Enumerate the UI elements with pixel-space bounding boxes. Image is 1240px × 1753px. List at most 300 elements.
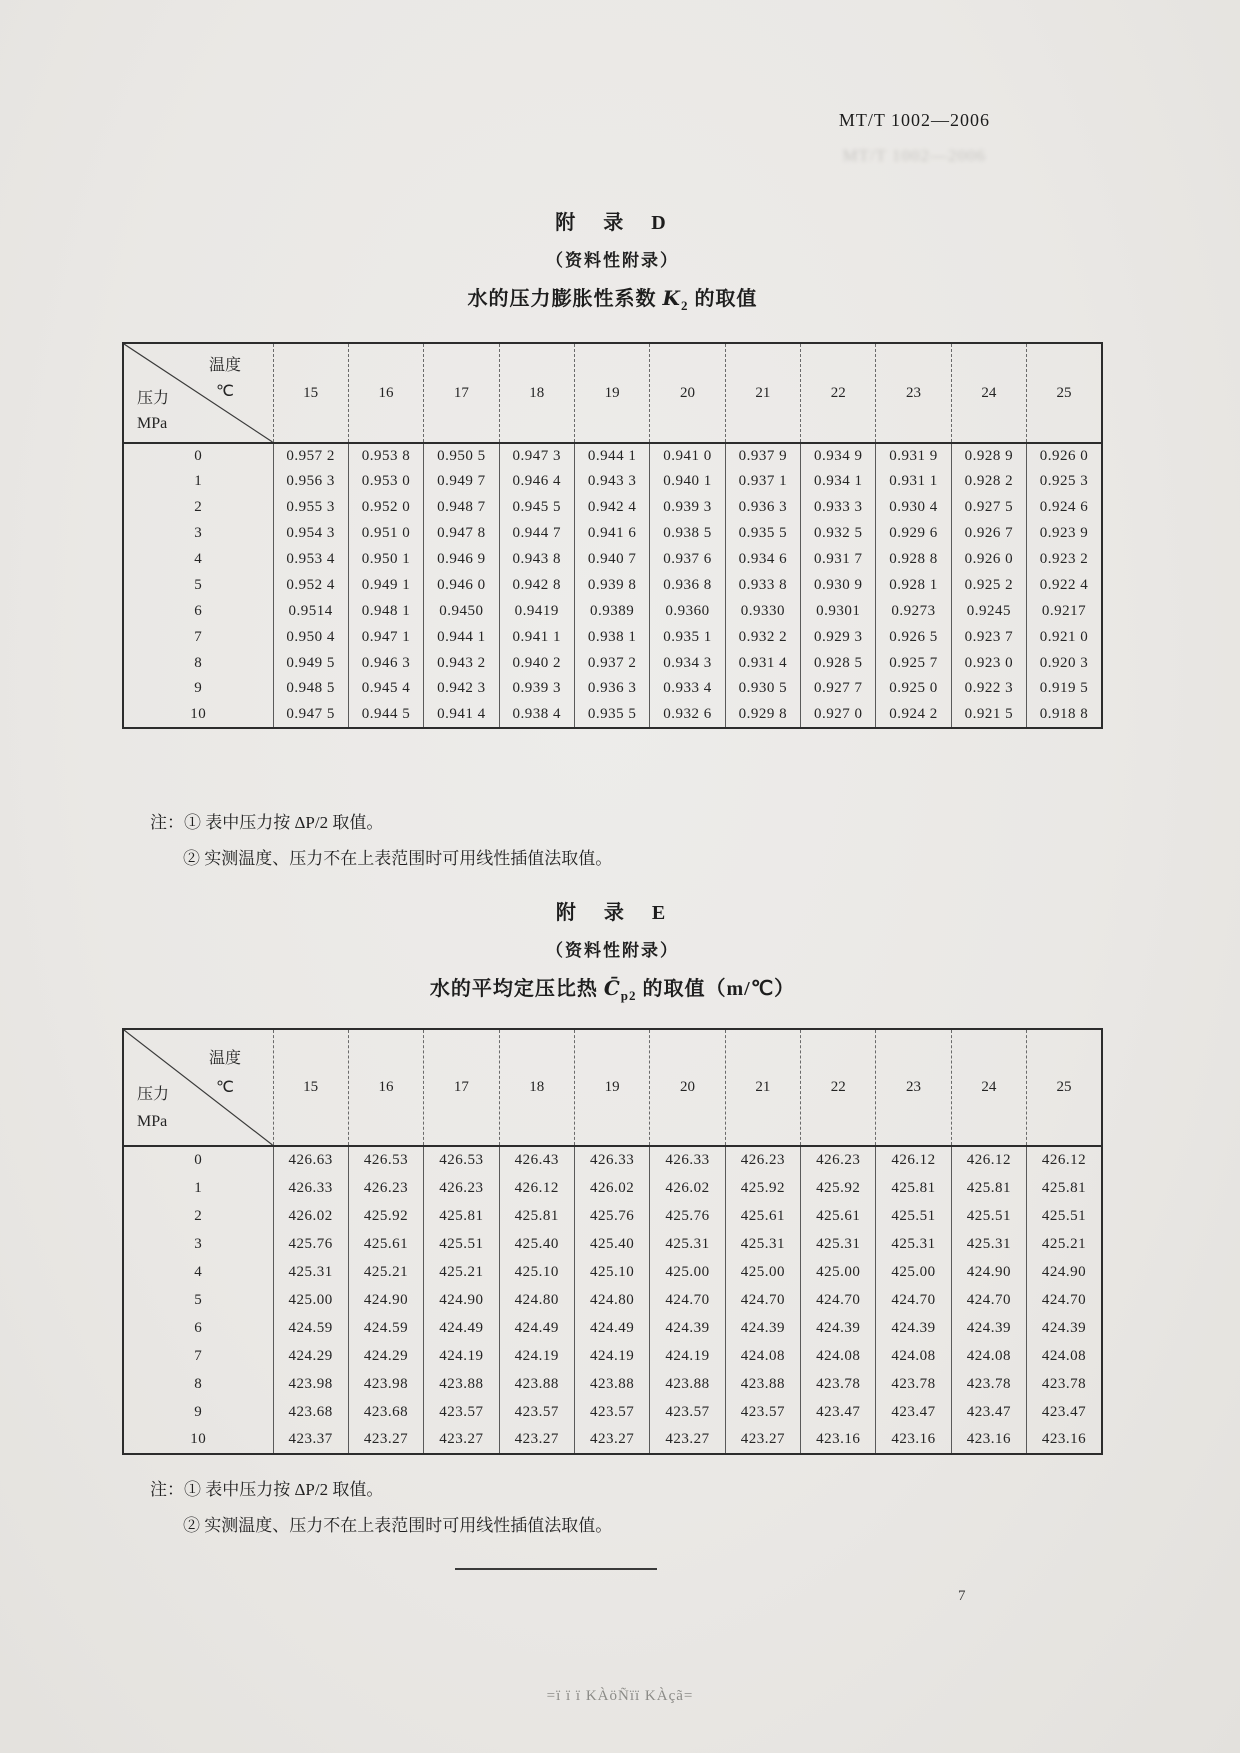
table-row — [123, 521, 1102, 547]
data-value-cell: 426.12 — [951, 1146, 1026, 1174]
data-value-cell: 0.923 2 — [1027, 547, 1102, 573]
pressure-value-cell: 0 — [194, 1152, 203, 1168]
appendix-e-heading — [122, 896, 1103, 1004]
pressure-value-cell: 5 — [194, 1291, 203, 1308]
data-value-cell: 423.27 — [650, 1426, 725, 1454]
temperature-column-header: 20 — [650, 1029, 725, 1146]
data-value-cell: 423.47 — [801, 1398, 876, 1426]
pressure-label: 压力 — [137, 390, 170, 407]
data-value-cell: 424.39 — [1027, 1314, 1102, 1342]
temperature-column-header: 21 — [725, 343, 800, 443]
table-row — [123, 1370, 1102, 1398]
data-value-cell: 423.16 — [951, 1426, 1026, 1454]
data-value-cell: 0.942 8 — [499, 572, 574, 598]
corner-header-cell — [123, 1029, 273, 1146]
pressure-value-cell: 1 — [194, 473, 203, 490]
data-value-cell: 0.922 3 — [951, 676, 1026, 702]
data-value-cell: 424.49 — [574, 1314, 649, 1342]
data-value-cell: 0.919 5 — [1027, 676, 1102, 702]
data-value-cell: 0.942 4 — [574, 495, 649, 521]
data-value-cell: 425.21 — [348, 1258, 423, 1286]
data-value-cell: 425.21 — [424, 1258, 499, 1286]
data-value-cell: 426.43 — [499, 1146, 574, 1174]
data-value-cell: 423.37 — [273, 1426, 348, 1454]
data-value-cell: 424.39 — [876, 1314, 951, 1342]
corner-pressure-label — [137, 386, 169, 436]
data-value-cell: 0.950 1 — [348, 547, 423, 573]
data-value-cell: 0.931 4 — [725, 650, 800, 676]
data-value-cell: 0.9217 — [1027, 598, 1102, 624]
note-line: ② 实测温度、压力不在上表范围时可用线性插值法取值。 — [183, 849, 613, 868]
pressure-value-cell: 10 — [190, 1431, 207, 1447]
data-value-cell: 424.08 — [725, 1342, 800, 1370]
temperature-column-header: 25 — [1027, 1029, 1102, 1146]
data-value-cell: 0.934 9 — [801, 443, 876, 469]
temperature-column-header: 17 — [424, 343, 499, 443]
data-value-cell: 424.19 — [499, 1342, 574, 1370]
corner-pressure-label — [137, 1081, 169, 1135]
table-row — [123, 1314, 1102, 1342]
appendix-d-subtitle: （资料性附录） — [546, 251, 679, 270]
data-value-cell: 426.23 — [424, 1174, 499, 1202]
data-value-cell: 0.936 3 — [725, 495, 800, 521]
data-value-cell: 425.81 — [499, 1202, 574, 1230]
temperature-column-header: 22 — [801, 1029, 876, 1146]
data-value-cell: 0.923 7 — [951, 624, 1026, 650]
data-value-cell: 0.927 0 — [801, 702, 876, 728]
data-value-cell: 425.51 — [951, 1202, 1026, 1230]
data-value-cell: 0.934 6 — [725, 547, 800, 573]
data-value-cell: 423.78 — [801, 1370, 876, 1398]
data-value-cell: 0.943 8 — [499, 547, 574, 573]
data-value-cell: 0.947 1 — [348, 624, 423, 650]
table-row — [123, 1286, 1102, 1314]
table-body — [123, 1146, 1102, 1454]
table-row — [123, 443, 1102, 469]
data-value-cell: 424.70 — [801, 1286, 876, 1314]
data-value-cell: 0.922 4 — [1027, 572, 1102, 598]
data-value-cell: 424.39 — [801, 1314, 876, 1342]
data-value-cell: 0.950 4 — [273, 624, 348, 650]
temperature-column-header: 24 — [951, 343, 1026, 443]
data-value-cell: 425.31 — [876, 1230, 951, 1258]
data-value-cell: 425.31 — [650, 1230, 725, 1258]
data-value-cell: 425.31 — [273, 1258, 348, 1286]
data-value-cell: 0.935 5 — [725, 521, 800, 547]
data-value-cell: 425.76 — [650, 1202, 725, 1230]
data-value-cell: 0.931 1 — [876, 469, 951, 495]
data-value-cell: 426.12 — [499, 1174, 574, 1202]
data-value-cell: 0.935 5 — [574, 702, 649, 728]
table-row — [123, 572, 1102, 598]
data-value-cell: 425.00 — [876, 1258, 951, 1286]
caption-text: 的取值（m/℃） — [636, 978, 796, 1000]
pressure-value-cell: 10 — [190, 705, 207, 722]
table-row — [123, 1258, 1102, 1286]
temperature-column-header: 23 — [876, 1029, 951, 1146]
caption-text: 的取值 — [688, 288, 758, 310]
data-value-cell: 423.47 — [1027, 1398, 1102, 1426]
symbol-cp2-subscript: p2 — [620, 988, 637, 1003]
pressure-unit: MPa — [137, 415, 168, 432]
data-value-cell: 0.945 4 — [348, 676, 423, 702]
data-value-cell: 0.948 7 — [424, 495, 499, 521]
data-value-cell: 423.57 — [725, 1398, 800, 1426]
data-value-cell: 0.930 4 — [876, 495, 951, 521]
temperature-unit: ℃ — [216, 383, 234, 400]
data-value-cell: 425.10 — [574, 1258, 649, 1286]
data-value-cell: 0.952 0 — [348, 495, 423, 521]
data-value-cell: 0.938 4 — [499, 702, 574, 728]
data-value-cell: 424.19 — [424, 1342, 499, 1370]
data-value-cell: 425.00 — [725, 1258, 800, 1286]
data-value-cell: 0.934 1 — [801, 469, 876, 495]
end-of-document-rule — [455, 1568, 657, 1570]
data-value-cell: 425.40 — [574, 1230, 649, 1258]
data-value-cell: 0.950 5 — [424, 443, 499, 469]
data-value-cell: 0.946 3 — [348, 650, 423, 676]
data-value-cell: 0.931 9 — [876, 443, 951, 469]
pressure-value-cell: 7 — [194, 1347, 203, 1364]
data-value-cell: 0.923 9 — [1027, 521, 1102, 547]
pressure-value-cell: 3 — [194, 525, 203, 542]
data-value-cell: 424.59 — [273, 1314, 348, 1342]
temperature-column-header: 16 — [348, 1029, 423, 1146]
note-line: 注：① 表中压力按 ΔP/2 取值。 — [150, 813, 384, 832]
data-value-cell: 0.938 5 — [650, 521, 725, 547]
pressure-value-cell: 6 — [194, 1319, 203, 1336]
data-value-cell: 425.51 — [1027, 1202, 1102, 1230]
table-cp2-values — [122, 1028, 1103, 1455]
data-value-cell: 426.33 — [650, 1146, 725, 1174]
data-value-cell: 0.923 0 — [951, 650, 1026, 676]
data-value-cell: 0.926 0 — [951, 547, 1026, 573]
data-value-cell: 424.49 — [424, 1314, 499, 1342]
data-value-cell: 0.944 7 — [499, 521, 574, 547]
data-value-cell: 0.925 2 — [951, 572, 1026, 598]
data-value-cell: 426.02 — [650, 1174, 725, 1202]
symbol-k2-subscript: 2 — [680, 298, 689, 313]
data-value-cell: 0.927 7 — [801, 676, 876, 702]
data-value-cell: 0.937 6 — [650, 547, 725, 573]
data-value-cell: 0.929 6 — [876, 521, 951, 547]
doc-number: MT/T 1002—2006 — [838, 110, 990, 130]
table-row — [123, 624, 1102, 650]
notes-appendix-d — [150, 812, 612, 870]
data-value-cell: 424.70 — [725, 1286, 800, 1314]
pressure-unit: MPa — [137, 1113, 168, 1130]
data-value-cell: 425.61 — [348, 1230, 423, 1258]
data-value-cell: 424.80 — [499, 1286, 574, 1314]
data-value-cell: 425.21 — [1027, 1230, 1102, 1258]
doc-number-ghost: MT/T 1002—2006 — [842, 146, 986, 165]
temperature-column-header: 23 — [876, 343, 951, 443]
data-value-cell: 0.932 5 — [801, 521, 876, 547]
data-value-cell: 0.946 4 — [499, 469, 574, 495]
data-value-cell: 424.08 — [876, 1342, 951, 1370]
data-value-cell: 0.953 4 — [273, 547, 348, 573]
data-value-cell: 0.940 7 — [574, 547, 649, 573]
data-value-cell: 423.16 — [876, 1426, 951, 1454]
table-row — [123, 676, 1102, 702]
temperature-column-header: 17 — [424, 1029, 499, 1146]
data-value-cell: 0.929 3 — [801, 624, 876, 650]
data-value-cell: 0.934 3 — [650, 650, 725, 676]
data-value-cell: 424.39 — [650, 1314, 725, 1342]
symbol-cp2: C̄ — [603, 976, 621, 1000]
data-value-cell: 424.39 — [725, 1314, 800, 1342]
temperature-unit: ℃ — [216, 1079, 234, 1096]
data-value-cell: 426.63 — [273, 1146, 348, 1174]
data-value-cell: 0.925 0 — [876, 676, 951, 702]
data-value-cell: 425.51 — [876, 1202, 951, 1230]
table-row — [123, 495, 1102, 521]
data-value-cell: 0.947 5 — [273, 702, 348, 728]
corner-header-cell — [123, 343, 273, 443]
data-value-cell: 0.947 8 — [424, 521, 499, 547]
data-value-cell: 426.12 — [876, 1146, 951, 1174]
data-value-cell: 0.954 3 — [273, 521, 348, 547]
data-value-cell: 425.61 — [725, 1202, 800, 1230]
data-value-cell: 0.933 8 — [725, 572, 800, 598]
data-value-cell: 423.27 — [348, 1426, 423, 1454]
caption-text: 水的平均定压比热 — [429, 978, 604, 1000]
data-value-cell: 0.924 2 — [876, 702, 951, 728]
corner-temperature-label — [182, 1044, 268, 1102]
table-row — [123, 1174, 1102, 1202]
data-value-cell: 0.931 7 — [801, 547, 876, 573]
data-value-cell: 0.926 0 — [1027, 443, 1102, 469]
data-value-cell: 0.918 8 — [1027, 702, 1102, 728]
appendix-e-subtitle: （资料性附录） — [546, 941, 679, 960]
data-value-cell: 0.952 4 — [273, 572, 348, 598]
temperature-label: 温度 — [208, 1050, 241, 1067]
data-value-cell: 423.57 — [574, 1398, 649, 1426]
data-value-cell: 425.92 — [725, 1174, 800, 1202]
pressure-value-cell: 5 — [194, 576, 203, 593]
appendix-e-caption — [122, 972, 1103, 1004]
data-value-cell: 424.70 — [650, 1286, 725, 1314]
data-value-cell: 0.928 5 — [801, 650, 876, 676]
data-value-cell: 0.928 9 — [951, 443, 1026, 469]
data-value-cell: 0.939 3 — [499, 676, 574, 702]
data-value-cell: 0.939 8 — [574, 572, 649, 598]
data-value-cell: 424.08 — [1027, 1342, 1102, 1370]
data-value-cell: 424.90 — [424, 1286, 499, 1314]
data-value-cell: 424.59 — [348, 1314, 423, 1342]
data-value-cell: 0.947 3 — [499, 443, 574, 469]
data-value-cell: 423.27 — [574, 1426, 649, 1454]
data-value-cell: 425.40 — [499, 1230, 574, 1258]
data-value-cell: 424.29 — [348, 1342, 423, 1370]
temperature-column-header: 18 — [499, 1029, 574, 1146]
data-value-cell: 426.12 — [1027, 1146, 1102, 1174]
table-header-row — [123, 1029, 1102, 1146]
data-value-cell: 425.92 — [348, 1202, 423, 1230]
data-value-cell: 0.945 5 — [499, 495, 574, 521]
data-value-cell: 426.02 — [574, 1174, 649, 1202]
data-value-cell: 0.938 1 — [574, 624, 649, 650]
temperature-column-header: 16 — [348, 343, 423, 443]
data-value-cell: 0.942 3 — [424, 676, 499, 702]
data-value-cell: 423.16 — [801, 1426, 876, 1454]
data-value-cell: 425.31 — [725, 1230, 800, 1258]
data-value-cell: 0.925 3 — [1027, 469, 1102, 495]
data-value-cell: 0.929 8 — [725, 702, 800, 728]
data-value-cell: 423.27 — [424, 1426, 499, 1454]
note-line: 注：① 表中压力按 ΔP/2 取值。 — [150, 1480, 384, 1499]
data-value-cell: 426.53 — [424, 1146, 499, 1174]
temperature-column-header: 19 — [574, 343, 649, 443]
pressure-value-cell: 3 — [194, 1235, 203, 1252]
data-value-cell: 0.9330 — [725, 598, 800, 624]
data-value-cell: 0.946 0 — [424, 572, 499, 598]
temperature-column-header: 19 — [574, 1029, 649, 1146]
data-value-cell: 423.68 — [348, 1398, 423, 1426]
temperature-column-header: 21 — [725, 1029, 800, 1146]
data-value-cell: 0.949 5 — [273, 650, 348, 676]
data-value-cell: 0.943 3 — [574, 469, 649, 495]
data-value-cell: 425.00 — [273, 1286, 348, 1314]
data-value-cell: 424.90 — [1027, 1258, 1102, 1286]
data-value-cell: 424.70 — [951, 1286, 1026, 1314]
temperature-column-header: 15 — [273, 1029, 348, 1146]
data-value-cell: 0.941 6 — [574, 521, 649, 547]
temperature-column-header: 24 — [951, 1029, 1026, 1146]
data-value-cell: 423.47 — [876, 1398, 951, 1426]
data-value-cell: 423.57 — [424, 1398, 499, 1426]
appendix-d-heading — [122, 206, 1103, 314]
pressure-value-cell: 6 — [194, 602, 203, 619]
data-value-cell: 423.57 — [499, 1398, 574, 1426]
table-row — [123, 1426, 1102, 1454]
data-value-cell: 0.921 0 — [1027, 624, 1102, 650]
data-value-cell: 0.930 9 — [801, 572, 876, 598]
data-value-cell: 425.61 — [801, 1202, 876, 1230]
data-value-cell: 426.33 — [574, 1146, 649, 1174]
data-value-cell: 0.953 0 — [348, 469, 423, 495]
temperature-column-header: 15 — [273, 343, 348, 443]
data-value-cell: 423.78 — [876, 1370, 951, 1398]
data-value-cell: 423.88 — [725, 1370, 800, 1398]
pressure-value-cell: 2 — [194, 1207, 203, 1224]
temperature-column-header: 25 — [1027, 343, 1102, 443]
data-value-cell: 0.935 1 — [650, 624, 725, 650]
data-value-cell: 426.23 — [348, 1174, 423, 1202]
data-value-cell: 0.957 2 — [273, 443, 348, 469]
appendix-d-title: 附 录 D — [555, 212, 670, 234]
data-value-cell: 423.68 — [273, 1398, 348, 1426]
data-value-cell: 0.927 5 — [951, 495, 1026, 521]
data-value-cell: 423.78 — [951, 1370, 1026, 1398]
data-value-cell: 0.940 2 — [499, 650, 574, 676]
pressure-value-cell: 4 — [194, 551, 203, 567]
table-row — [123, 702, 1102, 728]
data-value-cell: 0.924 6 — [1027, 495, 1102, 521]
data-value-cell: 0.932 2 — [725, 624, 800, 650]
data-value-cell: 0.9273 — [876, 598, 951, 624]
data-value-cell: 424.08 — [801, 1342, 876, 1370]
data-value-cell: 425.10 — [499, 1258, 574, 1286]
data-value-cell: 0.939 3 — [650, 495, 725, 521]
data-value-cell: 0.941 4 — [424, 702, 499, 728]
symbol-k2: K — [662, 286, 681, 310]
data-value-cell: 0.951 0 — [348, 521, 423, 547]
data-value-cell: 0.9514 — [273, 598, 348, 624]
data-value-cell: 0.936 8 — [650, 572, 725, 598]
page-number: 7 — [958, 1588, 966, 1604]
data-value-cell: 0.928 1 — [876, 572, 951, 598]
data-value-cell: 424.90 — [348, 1286, 423, 1314]
data-value-cell: 0.937 1 — [725, 469, 800, 495]
data-value-cell: 423.88 — [650, 1370, 725, 1398]
pressure-value-cell: 9 — [194, 680, 203, 697]
data-value-cell: 0.933 4 — [650, 676, 725, 702]
data-value-cell: 423.16 — [1027, 1426, 1102, 1454]
data-value-cell: 0.937 9 — [725, 443, 800, 469]
data-value-cell: 423.88 — [499, 1370, 574, 1398]
data-value-cell: 0.944 1 — [424, 624, 499, 650]
data-value-cell: 426.23 — [725, 1146, 800, 1174]
data-value-cell: 426.53 — [348, 1146, 423, 1174]
data-value-cell: 425.81 — [951, 1174, 1026, 1202]
data-value-cell: 0.9301 — [801, 598, 876, 624]
table-row — [123, 1398, 1102, 1426]
data-value-cell: 0.936 3 — [574, 676, 649, 702]
data-value-cell: 0.956 3 — [273, 469, 348, 495]
data-value-cell: 425.00 — [801, 1258, 876, 1286]
data-value-cell: 0.937 2 — [574, 650, 649, 676]
pressure-value-cell: 8 — [194, 1375, 203, 1392]
data-value-cell: 425.76 — [273, 1230, 348, 1258]
data-value-cell: 425.81 — [876, 1174, 951, 1202]
data-value-cell: 0.9389 — [574, 598, 649, 624]
table-row — [123, 598, 1102, 624]
appendix-e-title: 附 录 E — [555, 902, 670, 924]
scan-watermark: =ï ï ï KÀöÑïï KÀçã= — [546, 1688, 694, 1704]
data-value-cell: 424.70 — [876, 1286, 951, 1314]
table-header-row — [123, 343, 1102, 443]
data-value-cell: 0.944 5 — [348, 702, 423, 728]
data-value-cell: 423.98 — [348, 1370, 423, 1398]
data-value-cell: 423.98 — [273, 1370, 348, 1398]
pressure-value-cell: 2 — [194, 499, 203, 516]
notes-appendix-e — [150, 1479, 612, 1537]
table-row — [123, 1342, 1102, 1370]
data-value-cell: 424.29 — [273, 1342, 348, 1370]
data-value-cell: 423.27 — [725, 1426, 800, 1454]
data-value-cell: 0.944 1 — [574, 443, 649, 469]
data-value-cell: 425.92 — [801, 1174, 876, 1202]
data-value-cell: 0.953 8 — [348, 443, 423, 469]
data-value-cell: 423.27 — [499, 1426, 574, 1454]
data-value-cell: 0.925 7 — [876, 650, 951, 676]
data-value-cell: 0.941 0 — [650, 443, 725, 469]
data-value-cell: 425.76 — [574, 1202, 649, 1230]
table-row — [123, 1230, 1102, 1258]
data-value-cell: 0.928 8 — [876, 547, 951, 573]
data-value-cell: 423.47 — [951, 1398, 1026, 1426]
temperature-label: 温度 — [208, 357, 241, 374]
data-value-cell: 425.81 — [1027, 1174, 1102, 1202]
data-value-cell: 424.39 — [951, 1314, 1026, 1342]
corner-temperature-label — [182, 353, 268, 405]
data-value-cell: 0.940 1 — [650, 469, 725, 495]
data-value-cell: 423.78 — [1027, 1370, 1102, 1398]
data-value-cell: 425.31 — [951, 1230, 1026, 1258]
data-value-cell: 424.49 — [499, 1314, 574, 1342]
data-value-cell: 0.933 3 — [801, 495, 876, 521]
